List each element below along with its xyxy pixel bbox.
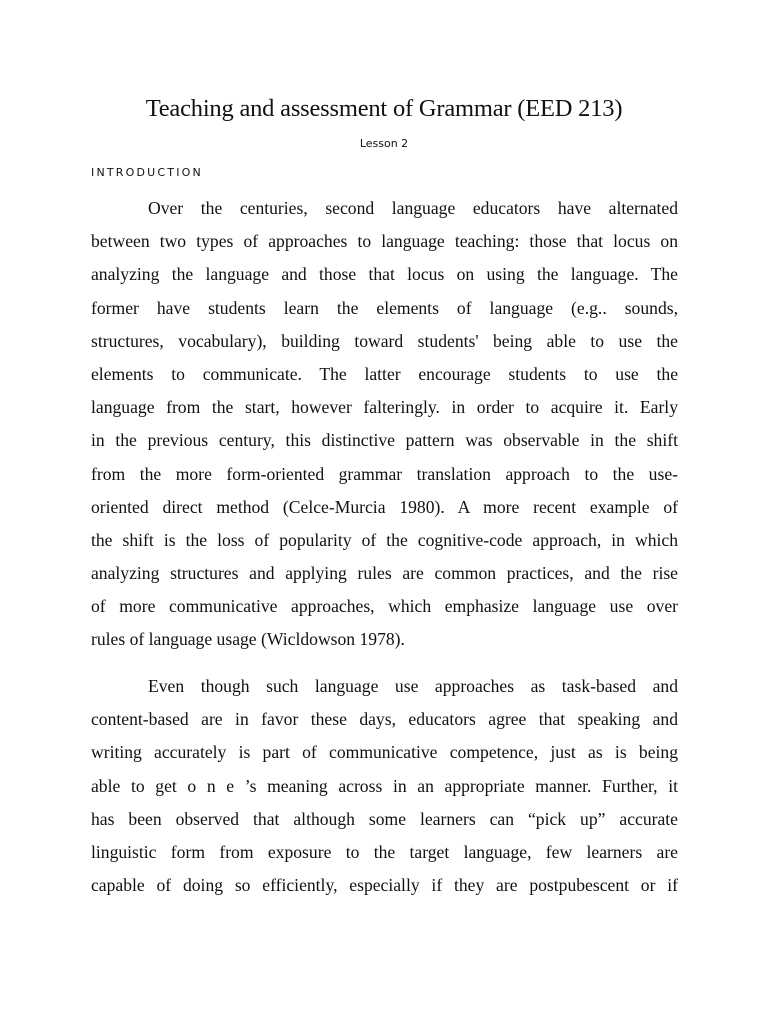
paragraph-2 [91, 670, 678, 902]
text-line: analyzing the language and those that locus on using the language. The [91, 264, 678, 285]
text-line: oriented direct method (Celce-Murcia 1980). A more recent example of [91, 496, 678, 517]
text-line: rules of language usage (Wicldowson 1978). [91, 629, 405, 650]
text-line: Even though such language use approaches as task-based and [148, 676, 678, 696]
text-line: analyzing structures and applying rules are common practices, and the rise [91, 563, 678, 584]
text-line: Over the centuries, second language educators have alternated [148, 198, 678, 218]
text-line: linguistic form from exposure to the target language, few learners are [91, 841, 678, 862]
text-line: writing accurately is part of communicative competence, just as is being [91, 742, 678, 763]
text-line: between two types of approaches to language teaching: those that locus on [91, 231, 678, 252]
text-line: able to get o n e ’s meaning across in an appropriate manner. Further, it [91, 775, 678, 796]
document-title: Teaching and assessment of Grammar (EED 213) [145, 95, 623, 122]
text-line: from the more form-oriented grammar translation approach to the use- [91, 463, 678, 484]
text-line: capable of doing so efficiently, especially if they are postpubescent or if [91, 875, 678, 896]
section-heading: INTRODUCTION [91, 166, 203, 179]
text-line: language from the start, however falteringly. in order to acquire it. Early [91, 397, 678, 418]
text-line: content-based are in favor these days, educators agree that speaking and [91, 709, 678, 730]
paragraph-1 [91, 192, 678, 657]
text-line: has been observed that although some learners can “pick up” accurate [91, 808, 678, 829]
text-line: of more communicative approaches, which emphasize language use over [91, 596, 678, 617]
text-line: the shift is the loss of popularity of the cognitive-code approach, in which [91, 529, 678, 550]
text-line: structures, vocabulary), building toward students' being able to use the [91, 330, 678, 351]
text-line: in the previous century, this distinctive pattern was observable in the shift [91, 430, 678, 451]
text-line: former have students learn the elements of language (e.g.. sounds, [91, 297, 678, 318]
text-line: elements to communicate. The latter encourage students to use the [91, 363, 678, 384]
lesson-label: Lesson 2 [359, 137, 409, 150]
